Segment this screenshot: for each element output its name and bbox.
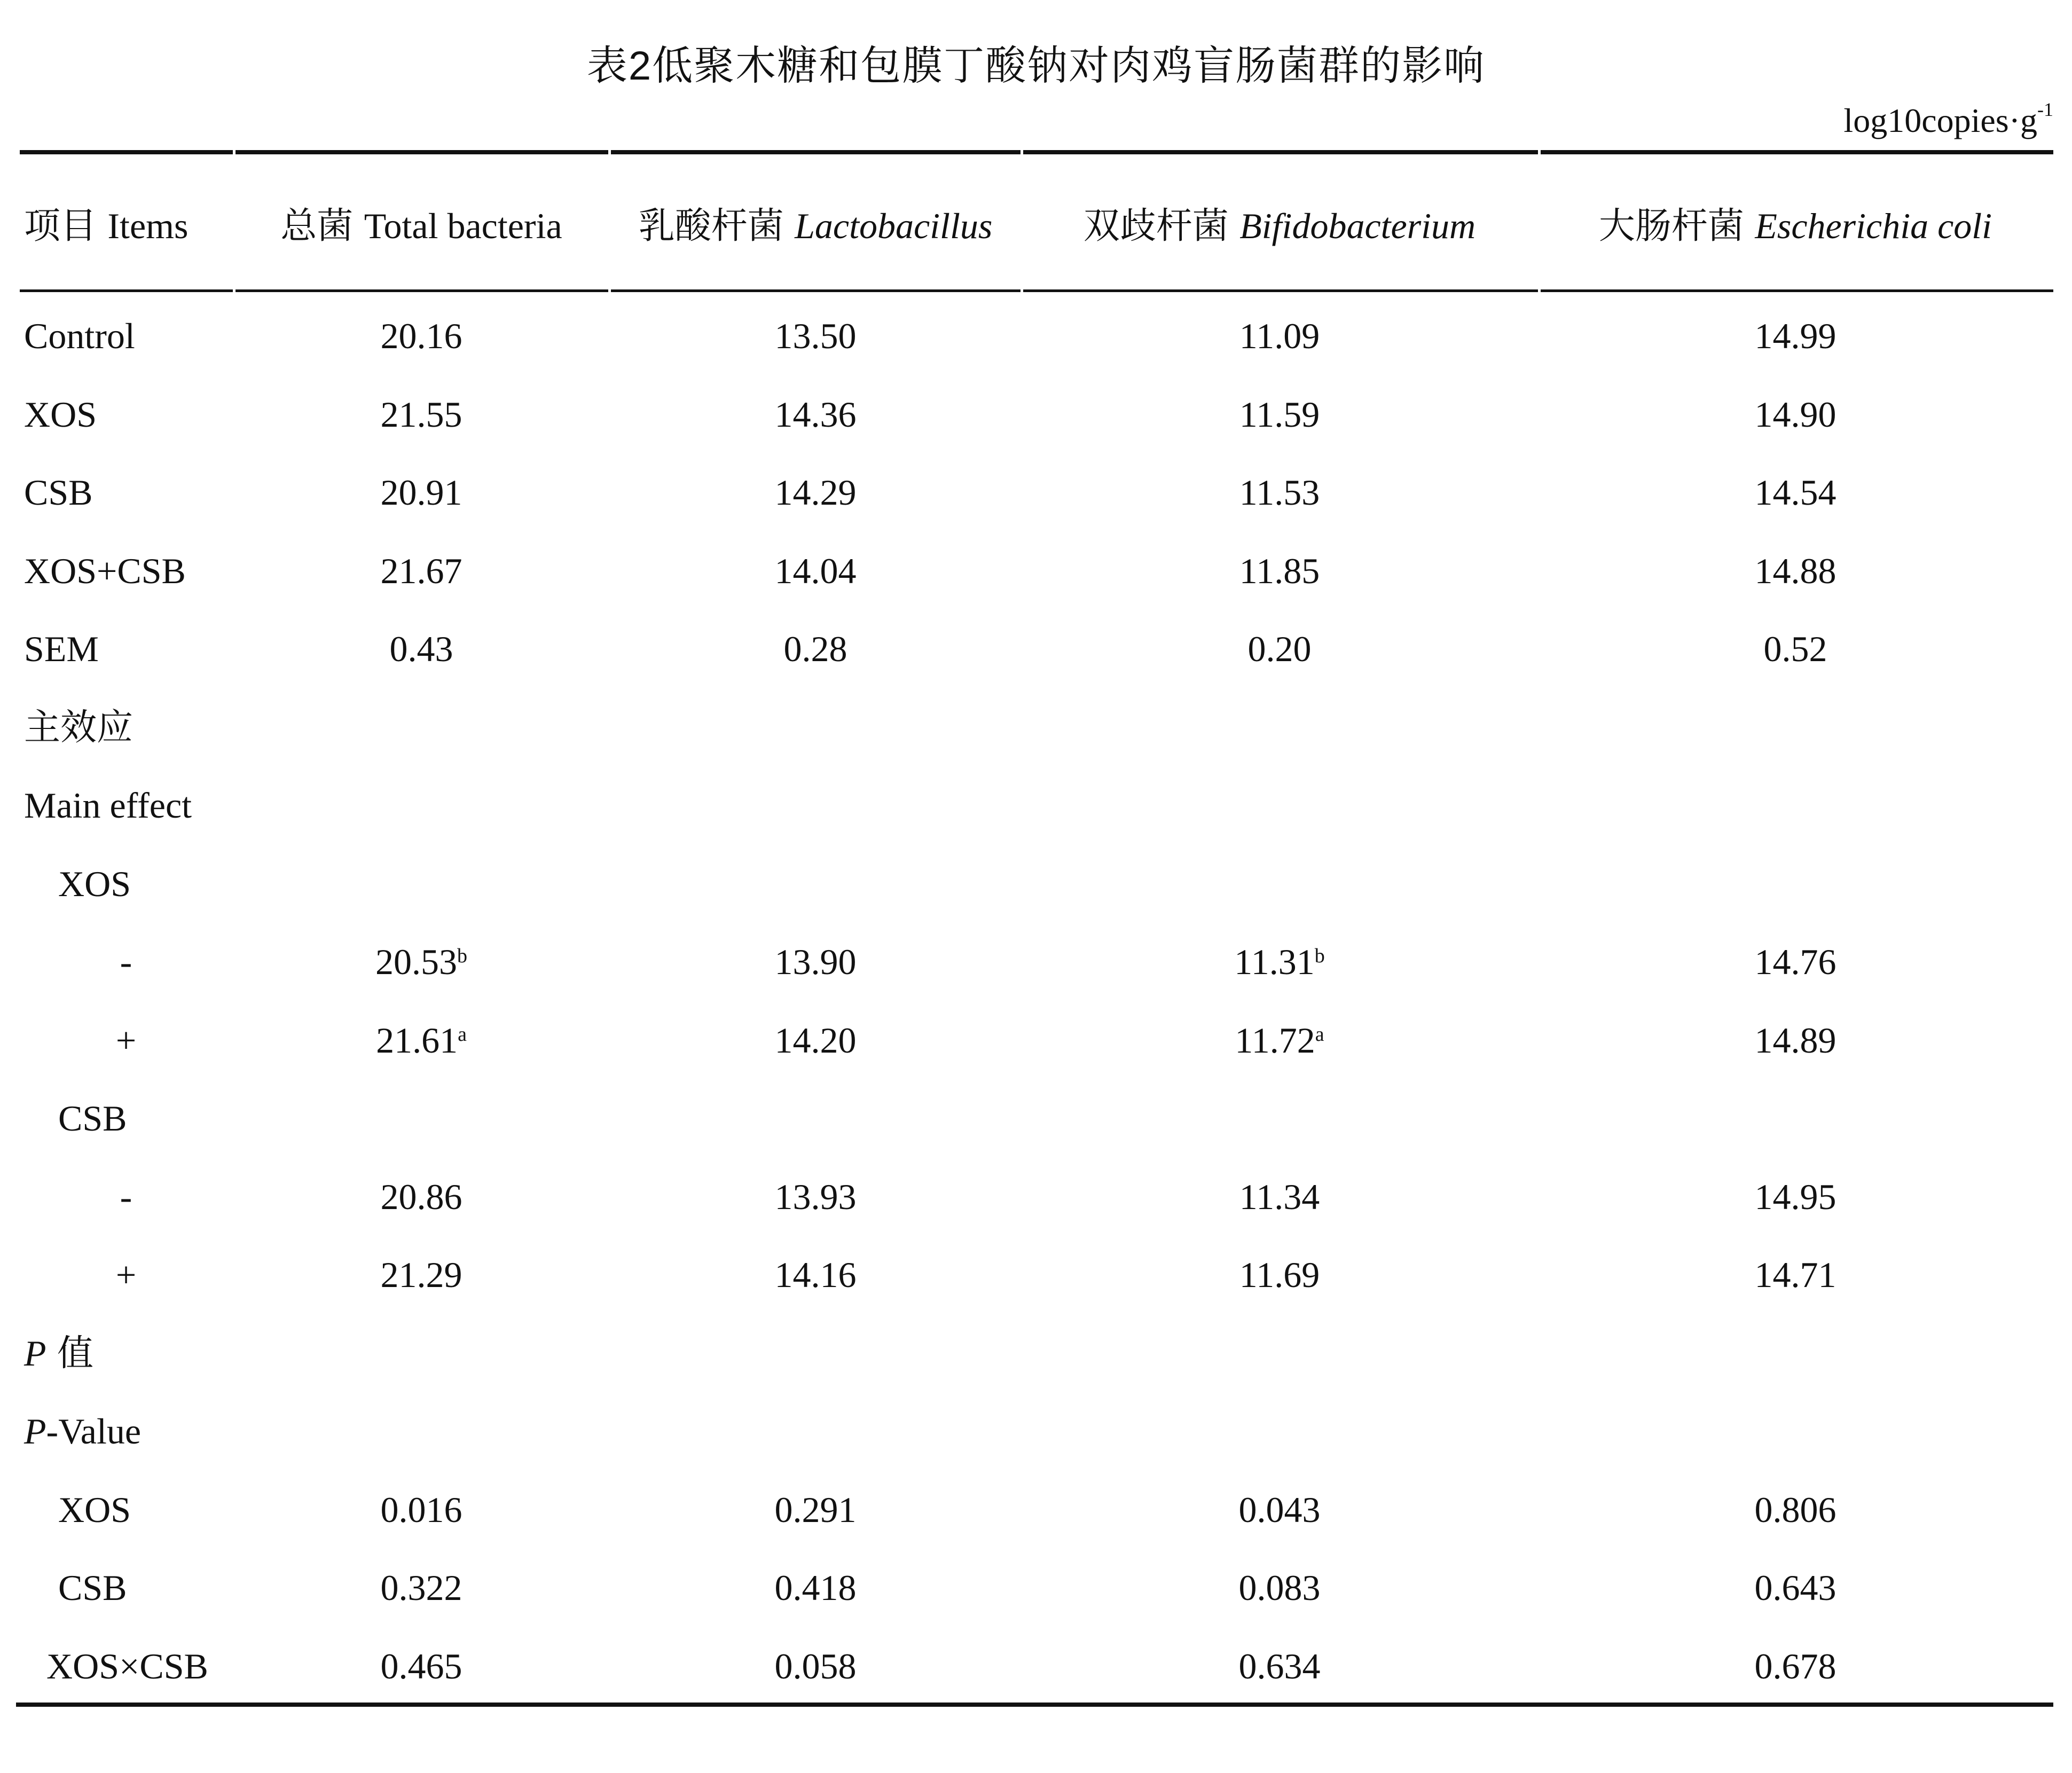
header-cell-lactobacillus	[629, 187, 1002, 265]
cell-bifidobacterium: 0.083	[1238, 1567, 1321, 1608]
header-items-en: Items	[107, 206, 189, 246]
cell-total-bacteria: 21.55	[380, 394, 462, 435]
cell-lactobacillus: 14.04	[774, 550, 857, 591]
significance-superscript: b	[457, 945, 467, 967]
top-rule-segment	[1023, 150, 1538, 154]
header-rule-segment	[1023, 289, 1538, 292]
bottom-rule	[16, 1703, 2053, 1707]
cell-lactobacillus: 14.16	[774, 1254, 857, 1295]
row-label: Control	[24, 316, 135, 356]
row-label-plus: +	[115, 1254, 137, 1295]
cell-escherichia-coli: 0.678	[1754, 1645, 1836, 1686]
cell-total-bacteria: 20.91	[380, 472, 462, 513]
top-rule-segment	[611, 150, 1021, 154]
cell-total-bacteria: 0.465	[380, 1645, 462, 1686]
table-row	[0, 1158, 2072, 1236]
table-row	[0, 532, 2072, 610]
cell-total-bacteria: 0.016	[380, 1489, 462, 1530]
section-row	[0, 688, 2072, 766]
cell-escherichia-coli: 14.89	[1754, 1019, 1836, 1061]
header-en: Lactobacillus	[795, 206, 993, 246]
cell-bifidobacterium	[1066, 923, 1493, 1001]
cell-total-bacteria: 20.86	[380, 1176, 462, 1217]
section-label-main-effect: Main effect	[24, 785, 192, 826]
unit-label	[1843, 99, 2053, 142]
cell-escherichia-coli: 14.99	[1754, 316, 1836, 356]
row-label: CSB	[58, 1567, 127, 1608]
cell-value: 21.61	[376, 1019, 458, 1061]
cell-lactobacillus: 13.50	[774, 316, 857, 356]
top-rule-segment	[20, 150, 233, 154]
subsection-row	[0, 845, 2072, 923]
cell-escherichia-coli: 0.52	[1763, 629, 1827, 669]
cell-value: 11.31	[1234, 942, 1315, 982]
significance-superscript: b	[1314, 945, 1325, 967]
row-label: CSB	[24, 472, 93, 513]
cell-lactobacillus: 13.90	[774, 942, 857, 982]
table-row	[0, 1236, 2072, 1314]
cell-lactobacillus: 0.058	[774, 1645, 857, 1686]
header-cell-items	[24, 187, 188, 265]
row-label-minus: -	[120, 1176, 132, 1217]
cell-value: 20.53	[375, 942, 457, 982]
p-symbol: P	[24, 1411, 46, 1452]
header-rule-segment	[611, 289, 1021, 292]
unit-superscript: -1	[2037, 99, 2053, 120]
table-row	[0, 923, 2072, 1001]
section-row	[0, 1314, 2072, 1392]
table-row	[0, 453, 2072, 531]
unit-text: log10copies·g	[1843, 101, 2037, 139]
row-label: XOS+CSB	[24, 550, 186, 591]
table-row	[0, 297, 2072, 375]
header-en: Escherichia coli	[1755, 206, 1992, 246]
cell-bifidobacterium: 11.85	[1239, 550, 1320, 591]
header-en: Total bacteria	[364, 206, 562, 246]
cell-total-bacteria	[250, 923, 592, 1001]
table-row	[0, 1627, 2072, 1705]
subsection-label-xos: XOS	[58, 863, 131, 904]
cell-bifidobacterium: 11.09	[1239, 316, 1320, 356]
table-title: 表2低聚木糖和包膜丁酸钠对肉鸡盲肠菌群的影响	[586, 43, 1486, 89]
cell-lactobacillus: 14.36	[774, 394, 857, 435]
table-row	[0, 1001, 2072, 1079]
cell-bifidobacterium: 0.634	[1238, 1645, 1321, 1686]
cell-total-bacteria: 20.16	[380, 316, 462, 356]
cell-total-bacteria	[250, 1001, 592, 1079]
cell-escherichia-coli: 14.95	[1754, 1176, 1836, 1217]
section-label-p-value-cn	[24, 1314, 93, 1392]
section-label-p-value	[24, 1392, 141, 1470]
row-label: XOS×CSB	[46, 1645, 208, 1686]
cell-bifidobacterium: 11.69	[1239, 1254, 1320, 1295]
significance-superscript: a	[1315, 1023, 1324, 1046]
cell-escherichia-coli: 14.54	[1754, 472, 1836, 513]
cell-lactobacillus: 14.20	[774, 1019, 857, 1061]
header-cell-escherichia-coli	[1555, 187, 2036, 265]
header-cn: 双歧杆菌	[1083, 206, 1229, 246]
section-label-text: -Value	[46, 1411, 142, 1452]
table-row	[0, 375, 2072, 453]
cell-total-bacteria: 0.322	[380, 1567, 462, 1608]
cell-total-bacteria: 21.67	[380, 550, 462, 591]
header-items-cn: 项目	[24, 206, 97, 246]
significance-superscript: a	[458, 1023, 467, 1046]
section-row	[0, 766, 2072, 844]
header-cell-total-bacteria	[250, 187, 592, 265]
section-row	[0, 1392, 2072, 1470]
cell-lactobacillus: 13.93	[774, 1176, 857, 1217]
cell-bifidobacterium: 11.59	[1239, 394, 1320, 435]
cell-total-bacteria: 0.43	[389, 629, 453, 669]
cell-total-bacteria: 21.29	[380, 1254, 462, 1295]
section-label-main-effect-cn: 主效应	[24, 707, 134, 748]
header-rule-segment	[236, 289, 608, 292]
cell-bifidobacterium	[1066, 1001, 1493, 1079]
header-row	[0, 187, 2072, 265]
top-rule-segment	[236, 150, 608, 154]
section-label-text: 值	[57, 1332, 93, 1374]
header-rule-segment	[20, 289, 233, 292]
cell-bifidobacterium: 11.34	[1239, 1176, 1320, 1217]
cell-escherichia-coli: 14.88	[1754, 550, 1836, 591]
top-rule-segment	[1541, 150, 2053, 154]
subsection-row	[0, 1079, 2072, 1157]
p-symbol: P	[24, 1332, 46, 1374]
table-row	[0, 610, 2072, 688]
cell-escherichia-coli: 0.806	[1754, 1489, 1836, 1530]
cell-lactobacillus: 0.418	[774, 1567, 857, 1608]
row-label: XOS	[58, 1489, 131, 1530]
header-cn: 大肠杆菌	[1598, 206, 1744, 246]
row-label: XOS	[24, 394, 97, 435]
cell-escherichia-coli: 14.76	[1754, 942, 1836, 982]
cell-lactobacillus: 0.291	[774, 1489, 857, 1530]
cell-escherichia-coli: 14.90	[1754, 394, 1836, 435]
cell-escherichia-coli: 0.643	[1754, 1567, 1836, 1608]
row-label-plus: +	[115, 1019, 137, 1061]
subsection-label-csb: CSB	[58, 1098, 127, 1139]
header-cn: 乳酸杆菌	[638, 206, 784, 246]
row-label: SEM	[24, 629, 99, 669]
cell-value: 11.72	[1235, 1019, 1315, 1061]
header-en: Bifidobacterium	[1239, 206, 1476, 246]
cell-lactobacillus: 14.29	[774, 472, 857, 513]
row-label-minus: -	[120, 942, 132, 982]
cell-lactobacillus: 0.28	[783, 629, 847, 669]
cell-escherichia-coli: 14.71	[1754, 1254, 1836, 1295]
header-cell-bifidobacterium	[1066, 187, 1493, 265]
cell-bifidobacterium: 0.043	[1238, 1489, 1321, 1530]
table-row	[0, 1549, 2072, 1627]
cell-bifidobacterium: 0.20	[1247, 629, 1312, 669]
header-rule-segment	[1541, 289, 2053, 292]
table-row	[0, 1471, 2072, 1549]
cell-bifidobacterium: 11.53	[1239, 472, 1320, 513]
header-cn: 总菌	[280, 206, 354, 246]
